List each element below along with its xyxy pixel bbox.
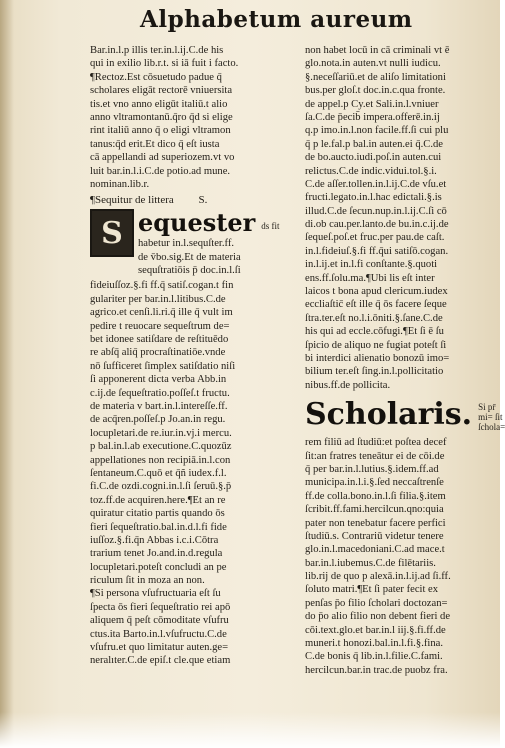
text-line: luit bar.in.l.i.C.de potio.ad mune. — [90, 165, 231, 177]
text-line: eccliaſtic̄ eſt ille q̄ ōs facere ſeque — [305, 299, 447, 311]
text-line: aliquem q̄ peſt cōmoditate vſufru — [90, 615, 229, 627]
text-line: gulariter per bar.in.l.litibus.C.de — [90, 293, 226, 305]
entry-word-sequester: equester — [138, 208, 256, 238]
text-line: ſpicio de aliquo ne fugiat poteſt ſi — [305, 339, 447, 351]
text-line: tis.et vno anno eligūt italiū.t alio — [90, 98, 228, 110]
text-line: q̄ per bar.in.l.lutius.§.idem.ff.ad — [305, 463, 439, 475]
text-line: muneri.t honozi.bal.in.l.fi.§.fina. — [305, 638, 443, 650]
text-line: ¶Si persona vſufructuaria eſt ſu — [90, 588, 221, 600]
text-line: q̄ p le.fal.p bal.in auten.ei q̄.C.de — [305, 138, 443, 150]
text-line: trarium tenet Jo.and.in.d.regula — [90, 548, 223, 560]
text-line: riculum ſit in moza an non. — [90, 575, 205, 587]
text-line: fideiuſſoz.§.fi ff.q̄ satiſ.cogan.t fin — [90, 280, 234, 292]
text-line: appellationes non recipiā.in.l.con — [90, 454, 231, 466]
text-line: ens.ff.ſolu.ma.¶Ubi lis eſt inter — [305, 272, 435, 284]
text-line: non habet locū in cā criminali vt ē — [305, 45, 450, 56]
text-line: glo.nota.in auten.vt nulli iudicu. — [305, 58, 441, 70]
entry-scholaris — [305, 394, 505, 433]
text-line: iuſſoz.§.fi.q̄n Abbas i.c.i.Cōtra — [90, 534, 219, 546]
text-line: habetur in.l.sequſter.ff. — [138, 238, 235, 250]
text-line: ſit:an fratres teneātur ei de cōi.de — [305, 450, 445, 462]
text-line: ff.de colla.bono.in.l.ſi filia.§.item — [305, 490, 446, 502]
text-line: scholares eligāt rectorē vniuersita — [90, 85, 233, 97]
text-line: illud.C.de ſecun.nup.in.l.ij.C.ſi cō — [305, 205, 447, 217]
text-line: neralıter.C.de epiſ.t cle.que etiam — [90, 655, 231, 667]
left-top-block — [90, 44, 290, 191]
text-line: bilium ter.eſt ſing.in.l.pollicitatio — [305, 366, 444, 378]
left-main-block — [90, 279, 290, 667]
page-title: Alphabetum aureum — [140, 6, 413, 33]
text-line: tanus:q̄d erit.Et dico q̄ eſt iusta — [90, 138, 220, 150]
text-line: ſa.C.de p̄ecib̄ impera.offerē.in.ij — [305, 111, 440, 123]
text-line: ſentaneum.C.quō et q̄ñ iudex.f.l. — [90, 467, 227, 479]
text-line: in.l.fideiuſ.§.fi ff.q̄ui satiſō.cogan. — [305, 245, 449, 257]
text-line: glo.in.l.macedoniani.C.ad mace.t — [305, 544, 445, 556]
text-line: de bo.aucto.iudi.poſ.in auten.cui — [305, 152, 442, 164]
text-line: C.de aſſer.tollen.in.l.ij.C.de vſu.et — [305, 178, 447, 190]
text-line: bar.in.l.iubemus.C.de filētariis. — [305, 557, 436, 569]
text-line: cā appellandi ad superiozem.vt vo — [90, 152, 235, 164]
text-line: relictus.C.de indic.vidui.tol.§.i. — [305, 165, 437, 177]
page-gutter-shadow — [0, 0, 14, 748]
text-line: lib.rij de quo p alexā.in.l.ij.ad ſi.ff. — [305, 571, 451, 583]
text-line: locupletari.poteſt concludi an pe — [90, 561, 227, 573]
text-line: nominan.lib.r. — [90, 178, 150, 190]
text-line: ſpecta ōs fieri ſequeſtratio rei apō — [90, 601, 231, 613]
text-line: q.p imo.in.l.non facile.ff.ſi cui plu — [305, 125, 449, 137]
text-line: nibus.ff.de pollicita. — [305, 379, 391, 391]
text-line: hercilcun.bar.in trac.de puobz fra. — [305, 664, 448, 676]
text-line: quiratur citatio partis quando ōs — [90, 508, 225, 520]
text-line: C.de bonis q̄ lib.in.l.filie.C.fami. — [305, 651, 443, 663]
text-line: bet idonee satiſdare de reſtituēdo — [90, 334, 229, 346]
text-line: ſequeſ.poſ.et fruc.per pau.de caſt. — [305, 232, 445, 244]
text-line: pater non tenebatur facere perfici — [305, 517, 446, 529]
entry-sequester — [90, 209, 290, 277]
text-line: vſufru.et quo limitatur auten.ge= — [90, 642, 229, 654]
text-line: rem filiū ad ſtudiū:et poſtea decef — [305, 437, 447, 449]
text-line: toz.ff.de acquiren.here.¶Et an re — [90, 494, 226, 506]
text-line: c.ij.de ſequeſtratio.poſſeſ.t fructu. — [90, 387, 230, 399]
right-top-block — [305, 44, 491, 392]
text-line: re abſq̄ aliq̄ procraſtinatiōe.vnde — [90, 347, 226, 359]
text-line: de appel.p Cy.et Sali.in.l.vniuer — [305, 98, 439, 110]
text-line: p bal.in.l.ab executione.C.quozūz — [90, 441, 232, 453]
text-line: de v̄bo.sig.Et de materia — [138, 251, 241, 263]
sequitur-line — [90, 193, 290, 207]
text-line: fructi.legato.in.l.hac edictali.§.is — [305, 192, 442, 204]
text-line: laicos t bona apud clericum.iudex — [305, 286, 448, 298]
decorated-initial: S — [90, 209, 134, 257]
text-line: locupletari.de re.iur.in.vj.i mercu. — [90, 427, 232, 439]
text-line: de acq̄ren.poſſeſ.p Jo.an.in regu. — [90, 414, 226, 426]
text-line: agrico.et cenſi.li.ri.q̄ ille q̄ vult im — [90, 307, 233, 319]
text-line: ¶Rectoz.Est cōsuetudo padue q̄ — [90, 71, 222, 83]
initial-text-block — [138, 209, 290, 277]
text-line: de materia v bart.in.l.intereſſe.ff. — [90, 400, 228, 412]
left-column — [90, 44, 290, 684]
entry-side-note: ds fit — [261, 220, 280, 231]
text-line: do p̄o alio filio non debent fieri de — [305, 611, 451, 623]
text-line: anno vltramontanū.q̄ro q̄d si elige — [90, 111, 233, 123]
sequitur-letter: S. — [198, 194, 208, 207]
text-line: §.neceſſariū.et de aliſo limitationi — [305, 71, 446, 83]
text-line: in.l.ij.et in.l.fi conſtante.§.quoti — [305, 259, 438, 271]
text-line: his qui ad eccle.cōfugi.¶Et ſi ē ſu — [305, 326, 444, 338]
text-line: penſas p̄o filio ſcholari doctozan= — [305, 597, 448, 609]
text-line: bi interdici alienatio bonozū imo= — [305, 352, 450, 364]
scholaris-side-note: Si pr̄ mi= ſit ſchola= — [478, 402, 505, 433]
text-line: nō ſufficeret ſimplex satiſdatio niſi — [90, 360, 236, 372]
text-line: fi.C.de ozdi.cogni.in.l.ſi ſeruū.§.p̄ — [90, 481, 232, 493]
text-line: ſtra.ter.eſt no.l.i.ōniti.§.ſane.C.de — [305, 312, 443, 324]
text-line: qui in exilio lib.r.t. si iā fuit i facto. — [90, 58, 239, 70]
text-line: sequſtratiōis p̄ doc.in.l.ſi — [138, 265, 241, 277]
text-line: ſi apponerent dicta verba Abb.in — [90, 374, 227, 386]
page-bottom-fade — [0, 712, 500, 748]
entry-word-scholaris: Scholaris. — [305, 397, 473, 433]
text-line: fieri ſequeſtratio.bal.in.d.l.fi fide — [90, 521, 227, 533]
initial-lines — [138, 237, 290, 277]
text-line: rint italiū anno q̄ o eligi vltramon — [90, 125, 231, 137]
text-line: municipa.in.l.i.§.ſed neccaſtrenſe — [305, 477, 444, 489]
text-line: ſoluto matri.¶Et ſi pater fecit ex — [305, 584, 439, 596]
text-line: cōi.text.glo.et bar.in.l iij.§.fi.ff.de — [305, 624, 446, 636]
text-line: di.ob cau.per.lanto.de bu.in.c.ij.de — [305, 219, 449, 231]
text-line: pedire t reuocare sequeſtrum de= — [90, 320, 230, 332]
text-line: Bar.in.l.p illis ter.in.l.ij.C.de his — [90, 45, 224, 56]
text-line: ſtudiū.s. Contrariū videtur tenere — [305, 530, 444, 542]
text-line: ctus.ita Barto.in.l.vſufructu.C.de — [90, 628, 227, 640]
text-line: ſcribit.ff.fami.hercilcun.qno:quia — [305, 504, 444, 516]
right-column — [305, 44, 505, 684]
text-line: bus.per gloſ.t doc.in.c.qua fronte. — [305, 85, 446, 97]
sequitur-text: ¶Sequitur de littera — [90, 194, 174, 207]
right-main-block — [305, 436, 491, 677]
